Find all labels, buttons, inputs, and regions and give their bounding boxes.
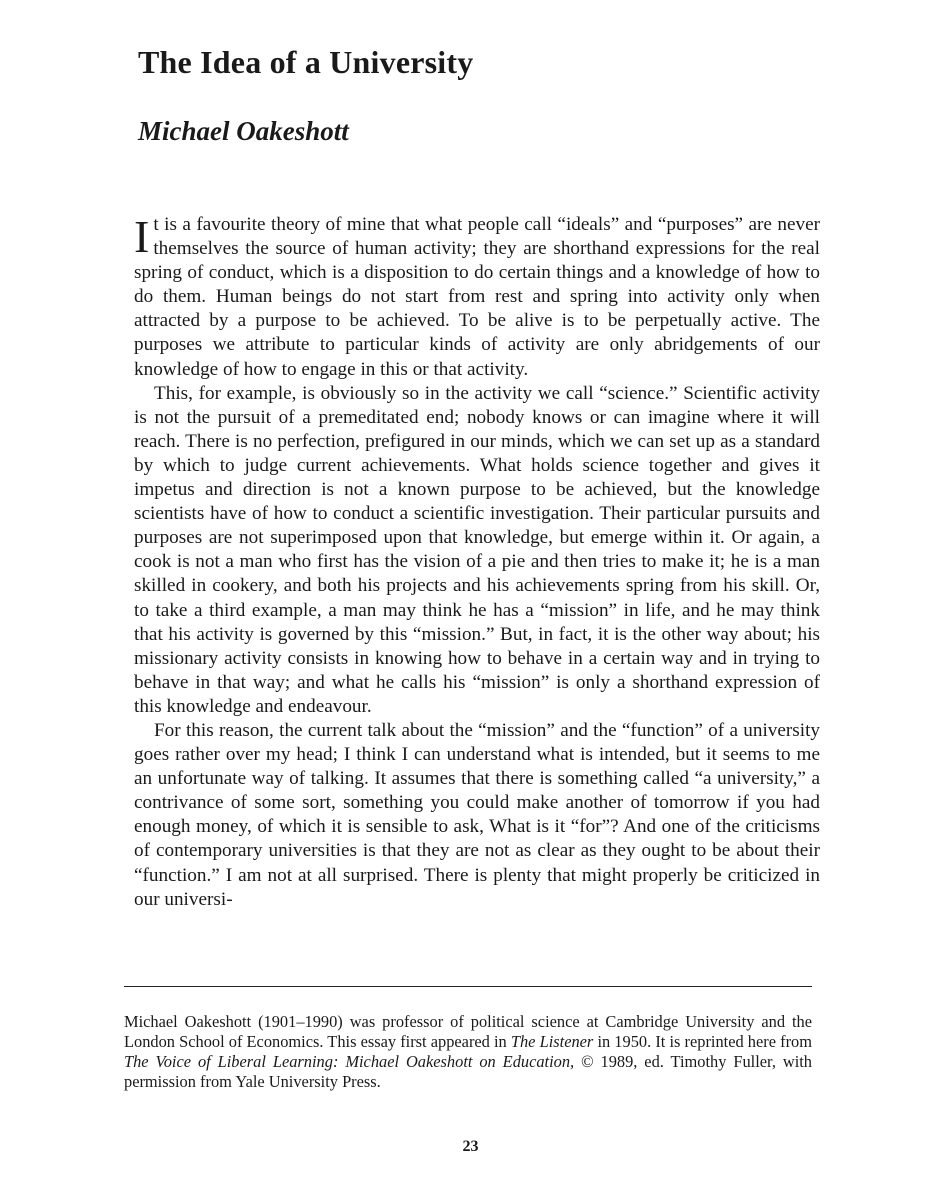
footnote-book-title: The Voice of Liberal Learning: Michael Oakeshott on Education, — [124, 1052, 575, 1071]
paragraph-2: This, for example, is obviously so in the activity we call “science.” Scientific activity is not the pursuit of a premeditated end; nobody knows or can imagine where it will reach. There is no perfection, prefigured in our minds, which we can set up as a standard by which to judge current achievements. What holds science together and gives it impetus and direction is not a known purpose to be achieved, but the knowledge scientists have of how to conduct a scientific investigation. Their particular pursuits and purposes are not superimposed upon that knowledge, but emerge within it. Or again, a cook is not a man who first has the vision of a pie and then tries to make it; he is a man skilled in cookery, and both his projects and his achievements spring from his skill. Or, to take a third example, a man may think he has a “mission” in life, and he may think that his activity is governed by this “mission.” But, in fact, it is the other way about; his missionary activity consists in knowing how to behave in a certain way and in trying to behave in that way; and what he calls his “mission” is only a shorthand expression of this knowledge and endeavour. — [134, 382, 820, 717]
footnote-journal-title: The Listener — [510, 1032, 594, 1051]
footnote-text-1: Michael Oakeshott (1901–1990) was professor of political science at Cambridge University and the London School of Economics. This essay first appeared in — [124, 1012, 812, 1051]
paragraph-1 — [134, 213, 820, 382]
paragraph-1-text: t is a favourite theory of mine that what people call “ideals” and “purposes” are never themselves the source of human activity; they are shorthand expressions for the real spring of conduct, which is a disposition to do certain things and a knowledge of how to do them. Human beings do not start from rest and spring into activity only when attracted by a purpose to be achieved. To be alive is to be perpetually active. The purposes we attribute to particular kinds of activity are only abridgements of our knowledge of how to engage in this or that activity. — [134, 214, 820, 380]
page-number: 23 — [462, 1138, 479, 1155]
drop-cap: I — [134, 211, 150, 262]
paragraph-3: For this reason, the current talk about the “mission” and the “function” of a university goes rather over my head; I think I can understand what is intended, but it seems to me an unfortunate way of talking. It assumes that there is something called “a university,” a contrivance of some sort, something you could make another of tomorrow if you had enough money, of which it is sensible to ask, What is it “for”? And one of the criticisms of contemporary universities is that they are not as clear as they ought to be about their “function.” I am not at all surprised. There is plenty that might properly be criticized in our universi- — [134, 719, 820, 910]
page-title: The Idea of a University — [138, 44, 474, 80]
author-name: Michael Oakeshott — [138, 116, 349, 146]
footnote-divider — [124, 986, 812, 987]
author-footnote — [124, 1012, 812, 1092]
footnote-text-2: in 1950. It is reprinted here from — [593, 1032, 812, 1051]
footnote-text-3: © 1989, ed. Timothy Fuller, with permission from Yale University Press. — [124, 1052, 812, 1091]
article-body — [134, 213, 820, 912]
